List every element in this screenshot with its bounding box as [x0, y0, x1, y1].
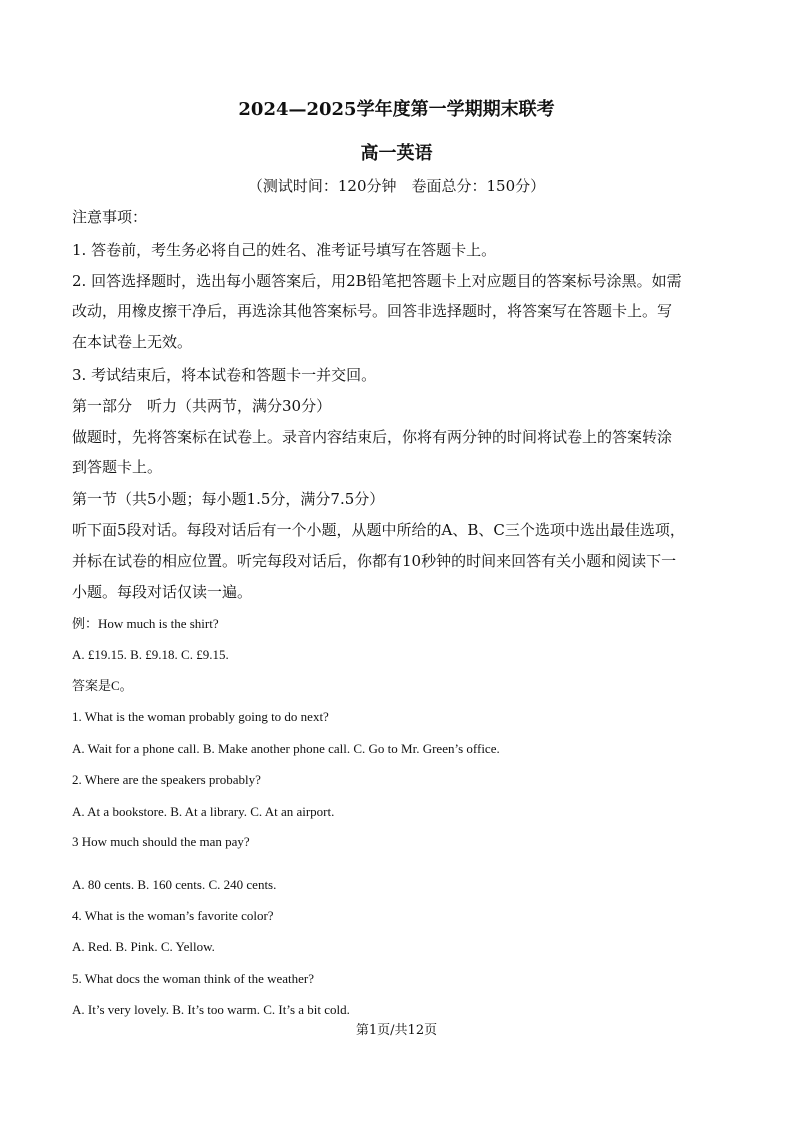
- note-item-3: 3. 考试结束后，将本试卷和答题卡一并交回。: [72, 366, 377, 384]
- example-answer: 答案是C。: [72, 678, 133, 693]
- exam-timing: （测试时间：120分钟 卷面总分：150分）: [247, 177, 546, 195]
- question-5: 5. What docs the woman think of the weather?: [72, 971, 314, 986]
- part1-intro-line-1: 做题时，先将答案标在试卷上。录音内容结束后，你将有两分钟的时间将试卷上的答案转涂: [72, 428, 673, 446]
- note-item-2-line-1: 2. 回答选择题时，选出每小题答案后，用2B铅笔把答题卡上对应题目的答案标号涂黑。如需: [72, 272, 682, 290]
- section1-instructions-line-2: 并标在试卷的相应位置。听完每段对话后，你都有10秒钟的时间来回答有关小题和阅读下一: [72, 552, 677, 570]
- note-item-2-line-2: 改动，用橡皮擦干净后，再选涂其他答案标号。回答非选择题时，将答案写在答题卡上。写: [72, 302, 673, 320]
- question-2: 2. Where are the speakers probably?: [72, 772, 261, 787]
- question-5-options: A. It’s very lovely. B. It’s too warm. C. It’s a bit cold.: [72, 1002, 350, 1017]
- question-3: 3 How much should the man pay?: [72, 834, 250, 849]
- question-2-options: A. At a bookstore. B. At a library. C. At an airport.: [72, 804, 335, 819]
- note-item-1: 1. 答卷前，考生务必将自己的姓名、准考证号填写在答题卡上。: [72, 241, 497, 259]
- question-1-options: A. Wait for a phone call. B. Make another phone call. C. Go to Mr. Green’s office.: [72, 741, 500, 756]
- part1-intro-line-2: 到答题卡上。: [72, 458, 163, 476]
- question-1: 1. What is the woman probably going to do next?: [72, 709, 329, 724]
- question-3-options: A. 80 cents. B. 160 cents. C. 240 cents.: [72, 877, 277, 892]
- question-4-options: A. Red. B. Pink. C. Yellow.: [72, 939, 215, 954]
- example-question: 例：How much is the shirt?: [72, 616, 219, 631]
- section1-heading: 第一节（共5小题；每小题1.5分，满分7.5分）: [72, 490, 385, 508]
- section1-instructions-line-3: 小题。每段对话仅读一遍。: [72, 583, 253, 601]
- page-number: 第1页/共12页: [355, 1023, 438, 1038]
- note-item-2-line-3: 在本试卷上无效。: [72, 333, 193, 351]
- notes-heading: 注意事项：: [72, 208, 148, 226]
- subject-title: 高一英语: [360, 143, 433, 164]
- exam-title: 2024—2025学年度第一学期期末联考: [238, 99, 555, 120]
- example-options: A. £19.15. B. £9.18. C. £9.15.: [72, 647, 229, 662]
- part1-heading: 第一部分 听力（共两节，满分30分）: [72, 397, 332, 415]
- question-4: 4. What is the woman’s favorite color?: [72, 908, 274, 923]
- section1-instructions-line-1: 听下面5段对话。每段对话后有一个小题，从题中所给的A、B、C三个选项中选出最佳选项，: [72, 521, 685, 539]
